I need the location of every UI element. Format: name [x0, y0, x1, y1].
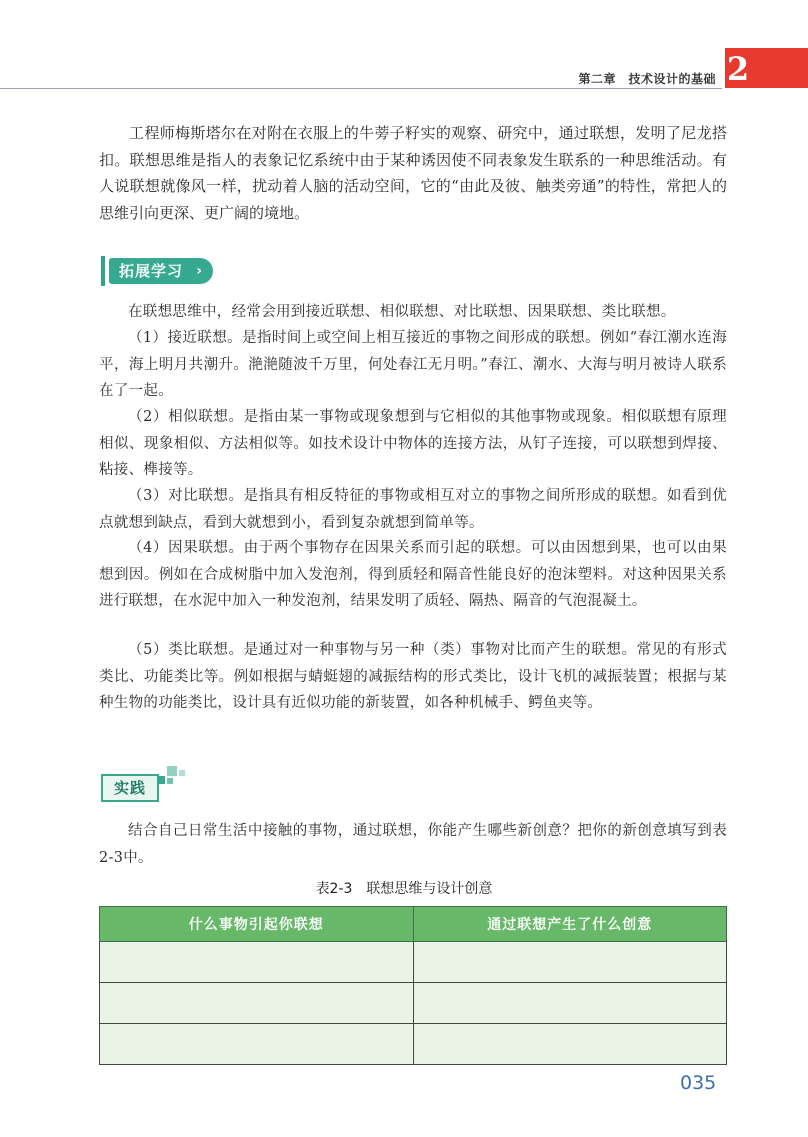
table-header-cell: 通过联想产生了什么创意 — [413, 907, 727, 942]
extension-paragraph-intro: 在联想思维中，经常会用到接近联想、相似联想、对比联想、因果联想、类比联想。 — [128, 304, 676, 320]
page-number: 035 — [680, 1072, 717, 1094]
chapter-tab-bar — [751, 48, 808, 88]
decor-square — [167, 778, 173, 784]
practice-label: 实践 — [101, 774, 159, 802]
chapter-header: 第二章 技术设计的基础 — [578, 72, 716, 86]
table-cell-input[interactable] — [413, 1024, 727, 1065]
decor-square — [167, 766, 177, 776]
extension-paragraph-2: （2）相似联想。是指由某一事物或现象想到与它相似的其他事物或现象。相似联想有原理相似、现象相似、方法相似等。如技术设计中物体的连接方法，从钉子连接，可以联想到焊接、粘接、榫接等。 — [99, 409, 727, 478]
table-cell-input[interactable] — [100, 1024, 414, 1065]
table-cell-input[interactable] — [100, 942, 414, 983]
table-row — [100, 942, 727, 983]
table-header-row — [100, 907, 727, 942]
table-row — [100, 1024, 727, 1065]
extension-paragraph-1: （1）接近联想。是指时间上或空间上相互接近的事物之间形成的联想。例如“春江潮水连海平，海上明月共潮升。滟滟随波千万里，何处春江无月明。”春江、潮水、大海与明月被诗人联系在了一起。 — [99, 330, 727, 399]
decor-square — [179, 770, 185, 776]
extension-paragraph-5: （5）类比联想。是通过对一种事物与另一种（类）事物对比而产生的联想。常见的有形式类比、功能类比等。例如根据与蜻蜓翅的减振结构的形式类比，设计飞机的减振装置；根据与某种生物的功能类比，设计具有近似功能的新装置，如各种机械手、鳄鱼夹等。 — [99, 642, 727, 711]
table-cell-input[interactable] — [413, 983, 727, 1024]
table-header-cell: 什么事物引起你联想 — [100, 907, 414, 942]
practice-paragraph: 结合自己日常生活中接触的事物，通过联想，你能产生哪些新创意？把你的新创意填写到表2-3中。 — [99, 823, 727, 866]
intro-paragraph: 工程师梅斯塔尔在对附在衣服上的牛蒡子籽实的观察、研究中，通过联想，发明了尼龙搭扣。联想思维是指人的表象记忆系统中由于某种诱因使不同表象发生联系的一种思维活动。有人说联想就像风一样，扰动着人脑的活动空间，它的“由此及彼、触类旁通”的特性，常把人的思维引向更深、更广阔的境地。 — [99, 124, 727, 222]
practice-section-title — [101, 764, 191, 800]
extension-paragraph-4: （4）因果联想。由于两个事物存在因果关系而引起的联想。可以由因想到果，也可以由果想到因。例如在合成树脂中加入发泡剂，得到质轻和隔音性能良好的泡沫塑料。对这种因果关系进行联想，在水泥中加入一种发泡剂，结果发明了质轻、隔热、隔音的气泡混凝土。 — [99, 540, 727, 609]
table-cell-input[interactable] — [413, 942, 727, 983]
header-rule — [0, 88, 722, 89]
extension-paragraph-3: （3）对比联想。是指具有相反特征的事物或相互对立的事物之间所形成的联想。如看到优点就想到缺点，看到大就想到小，看到复杂就想到简单等。 — [99, 488, 727, 531]
section-pill — [109, 258, 213, 284]
chapter-number-tab: 2 — [726, 50, 750, 88]
section-title-text: 拓展学习 — [119, 262, 184, 280]
chevron-right-icon: › — [196, 263, 203, 279]
section-bar — [101, 256, 105, 286]
table-caption: 表2-3 联想思维与设计创意 — [315, 881, 493, 897]
table-row — [100, 983, 727, 1024]
idea-table — [99, 906, 727, 1065]
extension-section-title — [101, 256, 216, 286]
table-cell-input[interactable] — [100, 983, 414, 1024]
